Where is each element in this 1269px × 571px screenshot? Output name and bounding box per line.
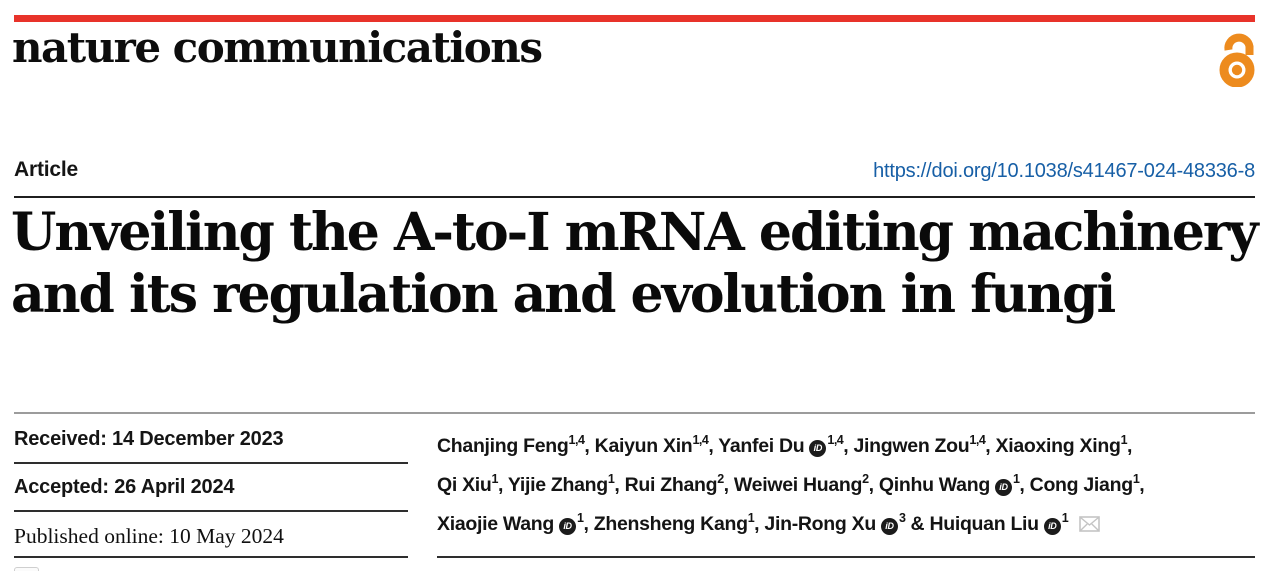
author-line: [437, 502, 1257, 541]
open-access-icon: [1216, 29, 1256, 87]
history-divider: [14, 510, 408, 512]
article-type-label: Article: [14, 158, 78, 181]
affiliation-superscript: 1,4: [692, 433, 709, 447]
brand-rule: [14, 15, 1255, 22]
affiliation-superscript: 1: [1012, 472, 1020, 486]
affiliation-superscript: 1: [1132, 472, 1140, 486]
header-divider: [14, 196, 1255, 198]
affiliation-superscript: 1,4: [969, 433, 986, 447]
affiliation-superscript: 1: [747, 511, 755, 525]
accepted-date: Accepted: 26 April 2024: [14, 476, 235, 498]
author-name: Zhensheng Kang$^1$,: [593, 511, 765, 535]
journal-logo: nature communications: [12, 23, 542, 72]
orcid-icon[interactable]: iD: [809, 440, 826, 457]
article-title: Unveiling the A-to-I mRNA editing machinery and its regulation and evolution in fungi: [11, 202, 1257, 325]
author-name: Cong Jiang$^1$,: [1029, 472, 1145, 496]
author-list: [437, 424, 1257, 541]
author-name: Jingwen Zou$^{1,4}$,: [853, 433, 996, 457]
affiliation-superscript: 1: [577, 511, 584, 525]
received-date: Received: 14 December 2023: [14, 428, 284, 450]
author-name: Rui Zhang$^2$,: [624, 472, 734, 496]
author-name: Yijie Zhang$^1$,: [507, 472, 625, 496]
affiliation-superscript: 2: [717, 472, 724, 486]
authors-divider: [437, 556, 1255, 558]
author-name: Xiaojie Wang $iD^1$,: [437, 511, 594, 535]
author-name: Xiaoxing Xing$^1$,: [995, 433, 1133, 457]
email-icon[interactable]: [1079, 516, 1100, 532]
author-name: Qinhu Wang $iD^1$,: [878, 472, 1030, 496]
doi-link[interactable]: https://doi.org/10.1038/s41467-024-48336-8: [873, 160, 1255, 182]
affiliation-superscript: 3: [898, 511, 906, 525]
orcid-icon[interactable]: iD: [995, 479, 1012, 496]
affiliation-superscript: 1: [1120, 433, 1128, 447]
author-name: Kaiyun Xin$^{1,4}$,: [594, 433, 719, 457]
published-date: Published online: 10 May 2024: [14, 524, 284, 548]
affiliation-superscript: 1: [607, 472, 615, 486]
author-name: Qi Xiu$^1$,: [437, 472, 508, 496]
affiliation-superscript: 1: [491, 472, 498, 486]
author-line: [437, 463, 1257, 502]
history-divider: [14, 462, 408, 464]
author-name: Chanjing Feng$^{1,4}$,: [437, 433, 595, 457]
author-line: [437, 424, 1257, 463]
author-name: Yanfei Du iD$^{1,4}$,: [718, 433, 854, 457]
section-divider: [14, 412, 1255, 414]
author-name: Jin-Rong Xu $iD^3$ &: [764, 511, 930, 535]
author-name: Huiquan Liu $iD^1$: [929, 513, 1100, 535]
orcid-icon[interactable]: iD: [1044, 518, 1061, 535]
affiliation-superscript: 1,4: [827, 433, 844, 447]
affiliation-superscript: 2: [862, 472, 869, 486]
check-for-updates-badge[interactable]: [14, 567, 39, 571]
orcid-icon[interactable]: iD: [881, 518, 898, 535]
affiliation-superscript: 1: [1061, 511, 1069, 525]
orcid-icon[interactable]: iD: [559, 518, 576, 535]
author-name: Weiwei Huang$^2$,: [733, 472, 879, 496]
history-divider: [14, 556, 408, 558]
affiliation-superscript: 1,4: [568, 433, 585, 447]
